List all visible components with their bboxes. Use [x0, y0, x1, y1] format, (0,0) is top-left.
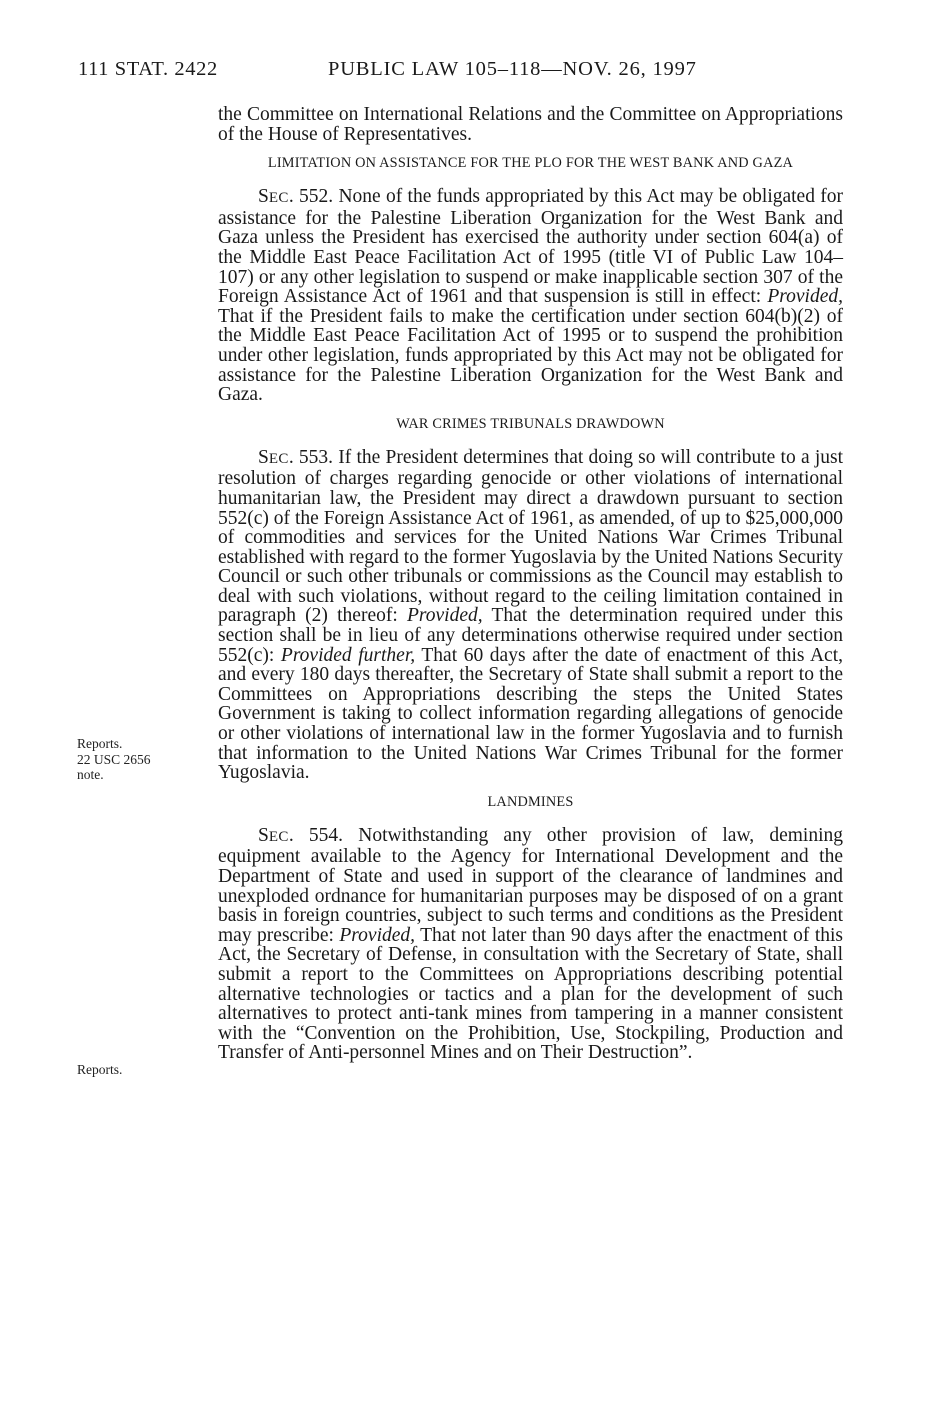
margin-note-sec553: [77, 736, 151, 783]
margin-note-reports: Reports.: [77, 1062, 123, 1077]
public-law-reference: PUBLIC LAW 105–118—NOV. 26, 1997: [328, 58, 697, 80]
margin-note-note: note.: [77, 767, 104, 782]
margin-note-sec554: [77, 1062, 122, 1078]
section-heading-552: LIMITATION ON ASSISTANCE FOR THE PLO FOR THE WEST BANK AND GAZA: [267, 155, 794, 172]
section-label-554: SEC. 554.: [258, 824, 344, 846]
body-text: [218, 105, 843, 1063]
section-heading-553: WAR CRIMES TRIBUNALS DRAWDOWN: [396, 415, 665, 432]
provided-clause: Provided,: [767, 286, 843, 308]
section-552-paragraph: SEC. 552. None of the funds appropriated by this Act may be obligated for assistance for the Palestine Liberation Organization for the West Bank and Gaza unless the President has exercised the authority under section 604(a) of the Middle East Peace Facilitation Act of 1995 (title VI of Public Law 104–107) or any other legislation to suspend or make inapplicable section 307 of the Foreign Assistance Act of 1961 and that suspension is still in effect: Provided, That if the President fails to make the certification under section 604(b)(2) of the Middle East Peace Facilitation Act of 1995 or to suspend the prohibition under other legislation, funds appropriated by this Act may not be obligated for assistance for the Palestine Liberation Organization for the West Bank and Gaza.: [218, 186, 844, 406]
section-label-553: SEC. 553.: [258, 446, 334, 468]
continuation-paragraph: the Committee on International Relations and the Committee on Appropriations of the House of Representatives.: [218, 104, 843, 145]
provided-clause: Provided,: [406, 605, 483, 627]
running-header: [78, 58, 878, 88]
provided-further-clause: Provided further,: [280, 644, 416, 666]
provided-clause: Provided,: [339, 924, 416, 946]
stat-page-reference: 111 STAT. 2422: [78, 58, 218, 80]
section-label-552: SEC. 552.: [258, 186, 334, 208]
margin-note-reports: Reports.: [77, 736, 123, 751]
section-553-paragraph: SEC. 553. If the President determines that doing so will contribute to a just resolution of charges regarding genocide or other violations of international humanitarian law, the President may direct a drawdown pursuant to section 552(c) of the Foreign Assistance Act of 1961, as amended, of up to $25,000,000 of commodities and services for the United Nations War Crimes Tribunal established with regard to the former Yugoslavia by the United Nations Security Council or such other tribunals or commissions as the Council may establish to deal with such violations, without regard to the ceiling limitation contained in paragraph (2) thereof: Provided, That the determination required under this section shall be in lieu of any determinations otherwise required under section 552(c): Provided further, That 60 days after the date of enactment of this Act, and every 180 days thereafter, the Secretary of State shall submit a report to the Committees on Appropriations describing the steps the United States Government is taking to collect information regarding allegations of genocide or other violations of international law in the former Yugoslavia and to furnish that information to the United Nations War Crimes Tribunal for the former Yugoslavia.: [218, 446, 843, 784]
section-554-paragraph: SEC. 554. Notwithstanding any other provision of law, demining equipment available to the Agency for International Development and the Department of State and used in support of the clearance of landmines and unexploded ordnance for humanitarian purposes may be disposed of on a grant basis in foreign countries, subject to such terms and conditions as the President may prescribe: Provided, That not later than 90 days after the enactment of this Act, the Secretary of Defense, in consultation with the Secretary of State, shall submit a report to the Committees on Appropriations describing potential alternative technologies or tactics and a plan for the development of such alternatives to protect anti-tank mines from tampering in a manner consistent with the “Convention on the Prohibition, Use, Stockpiling, Production and Transfer of Anti-personnel Mines and on Their Destruction”.: [218, 824, 843, 1064]
section-heading-554: LANDMINES: [487, 793, 574, 810]
margin-note-usc-citation: 22 USC 2656: [77, 751, 151, 767]
